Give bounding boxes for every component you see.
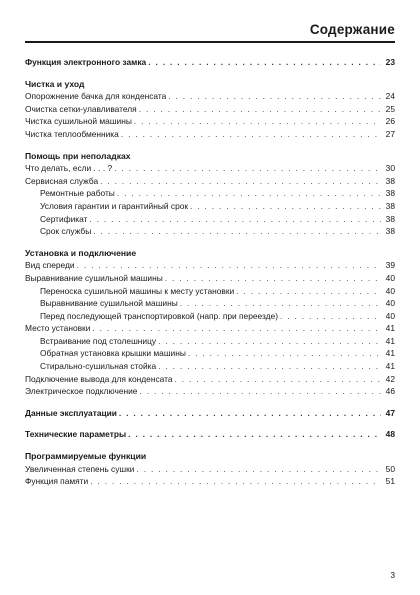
toc-leader-dots [148,56,381,69]
toc-entry[interactable] [25,162,395,175]
toc-entry[interactable] [25,103,395,116]
toc-entry-page: 50 [385,463,395,474]
toc-entry-label: Увеличенная степень сушки [25,463,135,474]
toc-subentry[interactable] [25,347,395,360]
toc-entry-label: Функция памяти [25,476,89,487]
toc-leader-dots [77,259,381,272]
toc-subentry[interactable] [25,297,395,310]
toc-leader-dots [158,335,381,348]
header-rule [25,41,395,43]
toc-entry-label: Выравнивание сушильной машины [25,272,163,283]
toc-subentry[interactable] [25,310,395,323]
toc-entry-operating-data[interactable] [25,407,395,420]
toc-entry-page: 51 [385,476,395,487]
toc-leader-dots [139,103,381,116]
toc-leader-dots [93,225,381,238]
toc-entry-label: Место установки [25,323,91,334]
toc-subentry[interactable] [25,360,395,373]
section-title-programmable: Программируемые функции [25,451,147,462]
toc-entry-label: Перед последующей транспортировкой (напр. при переезде) [40,310,278,321]
toc-entry-page: 38 [385,188,395,199]
toc-subentry[interactable] [25,187,395,200]
toc-entry-page: 26 [385,116,395,127]
toc-entry-page: 25 [385,103,395,114]
toc-subentry[interactable] [25,335,395,348]
toc-entry[interactable] [25,272,395,285]
toc-leader-dots [236,285,381,298]
toc-entry-label: Переноска сушильной машины к месту установки [40,285,235,296]
toc-entry-page: 40 [385,310,395,321]
toc-entry[interactable] [25,475,395,488]
toc-leader-dots [92,322,381,335]
toc-leader-dots [100,175,381,188]
page-number: 3 [390,570,395,580]
toc-entry-page: 27 [385,128,395,139]
toc-leader-dots [89,213,381,226]
toc-entry-page: 41 [385,348,395,359]
toc-leader-dots [119,407,381,420]
toc-leader-dots [168,90,381,103]
toc-entry[interactable] [25,175,395,188]
toc-entry-page: 41 [385,323,395,334]
toc-entry-label: Условия гарантии и гарантийный срок [40,200,189,211]
toc-entry-page: 24 [385,91,395,102]
section-title-troubleshooting: Помощь при неполадках [25,150,131,161]
toc-entry-label: Подключение вывода для конденсата [25,373,173,384]
toc-entry-page: 23 [385,57,395,67]
toc-entry-page: 38 [385,226,395,237]
toc-entry-page: 40 [385,272,395,283]
toc-entry-label: Электрическое подключение [25,386,138,397]
toc-leader-dots [188,347,381,360]
toc-entry-page: 40 [385,298,395,309]
toc-entry-label: Обратная установка крышки машины [40,348,186,359]
toc-entry-page: 38 [385,200,395,211]
toc-entry[interactable] [25,128,395,141]
toc-entry-label: Опорожнение бачка для конденсата [25,91,167,102]
toc-entry-label: Функция электронного замка [25,57,147,67]
toc-leader-dots [180,297,381,310]
toc-leader-dots [139,385,381,398]
toc-subentry[interactable] [25,200,395,213]
toc-entry-label: Сервисная служба [25,175,99,186]
toc-entry-label: Срок службы [40,226,92,237]
toc-entry-label: Ремонтные работы [40,188,115,199]
page-title: Содержание [309,22,395,37]
toc-entry[interactable] [25,259,395,272]
toc-entry-label: Стирально-сушильная стойка [40,361,157,372]
toc-leader-dots [117,187,381,200]
toc-entry[interactable] [25,463,395,476]
toc-entry[interactable] [25,322,395,335]
toc-leader-dots [136,463,381,476]
toc-entry-page: 47 [385,407,395,418]
toc-entry-page: 38 [385,213,395,224]
toc-leader-dots [128,428,381,441]
toc-entry-label: Вид спереди [25,260,75,271]
toc-leader-dots [121,128,381,141]
toc-subentry[interactable] [25,225,395,238]
toc-subentry[interactable] [25,213,395,226]
toc-entry[interactable] [25,115,395,128]
toc-leader-dots [158,360,381,373]
toc-entry-page: 41 [385,361,395,372]
toc-entry-page: 38 [385,175,395,186]
table-of-contents [25,56,395,488]
toc-entry[interactable] [25,385,395,398]
section-title-cleaning: Чистка и уход [25,78,85,89]
toc-leader-dots [90,475,381,488]
toc-entry-page: 42 [385,373,395,384]
toc-entry-page: 41 [385,335,395,346]
toc-entry-page: 30 [385,163,395,174]
toc-entry-label: Сертификат [40,213,88,224]
toc-leader-dots [165,272,381,285]
toc-entry-page: 40 [385,285,395,296]
toc-entry-label: Технические параметры [25,429,127,440]
toc-subentry[interactable] [25,285,395,298]
toc-leader-dots [175,373,381,386]
toc-entry[interactable] [25,373,395,386]
toc-leader-dots [280,310,381,323]
toc-entry-page: 48 [385,429,395,440]
toc-entry-label: Чистка сушильной машины [25,116,132,127]
toc-leader-dots [134,115,381,128]
toc-entry-label: Очистка сетки-улавливателя [25,103,137,114]
toc-entry-label: Встраивание под столешницу [40,335,157,346]
toc-entry-page: 46 [385,386,395,397]
toc-entry-label: Чистка теплообменника [25,128,119,139]
toc-entry-label: Что делать, если . . . ? [25,163,113,174]
section-title-installation: Установка и подключение [25,247,137,258]
toc-leader-dots [114,162,381,175]
toc-entry-page: 39 [385,260,395,271]
toc-entry-electronic-lock[interactable] [25,56,395,69]
toc-entry-label: Выравнивание сушильной машины [40,298,178,309]
toc-leader-dots [190,200,381,213]
toc-entry[interactable] [25,90,395,103]
toc-entry-label: Данные эксплуатации [25,407,117,418]
toc-entry-technical[interactable] [25,428,395,441]
